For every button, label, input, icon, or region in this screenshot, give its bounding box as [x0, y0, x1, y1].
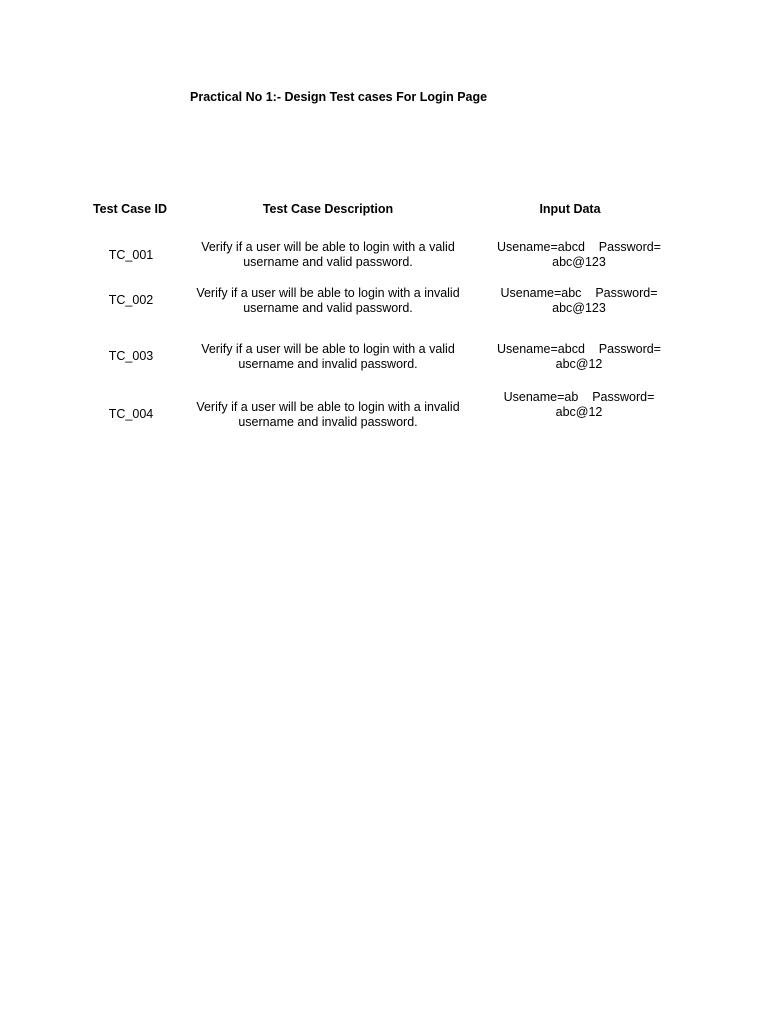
row-1-input — [490, 240, 668, 270]
header-input-data: Input Data — [539, 202, 601, 216]
row-4-desc-line1: Verify if a user will be able to login with a invalid — [196, 400, 460, 414]
header-test-case-id: Test Case ID — [92, 202, 168, 216]
row-2-input — [490, 286, 668, 316]
row-4-input-line1: Usename=ab Password= — [503, 390, 655, 404]
row-3-description — [178, 342, 478, 372]
row-4-input — [490, 390, 668, 420]
row-2-description — [178, 286, 478, 316]
header-test-case-description: Test Case Description — [262, 202, 394, 216]
row-1-id: TC_001 — [108, 248, 154, 262]
row-4-desc-line2: username and invalid password. — [238, 415, 418, 429]
row-3-id: TC_003 — [108, 349, 154, 363]
row-4-description — [178, 400, 478, 430]
row-2-input-line1: Usename=abc Password= — [500, 286, 658, 300]
row-3-input-line2: abc@12 — [555, 357, 603, 371]
row-1-description — [178, 240, 478, 270]
row-1-desc-line2: username and valid password. — [243, 255, 413, 269]
row-3-input — [490, 342, 668, 372]
row-1-input-line2: abc@123 — [552, 255, 606, 269]
row-2-desc-line2: username and valid password. — [243, 301, 413, 315]
row-2-desc-line1: Verify if a user will be able to login with a invalid — [196, 286, 460, 300]
row-3-desc-line2: username and invalid password. — [238, 357, 418, 371]
row-3-desc-line1: Verify if a user will be able to login with a valid — [201, 342, 455, 356]
row-4-id: TC_004 — [108, 407, 154, 421]
row-3-input-line1: Usename=abcd Password= — [497, 342, 661, 356]
row-4-input-line2: abc@12 — [555, 405, 603, 419]
row-2-input-line2: abc@123 — [552, 301, 606, 315]
row-1-input-line1: Usename=abcd Password= — [497, 240, 661, 254]
row-1-desc-line1: Verify if a user will be able to login with a valid — [201, 240, 455, 254]
row-2-id: TC_002 — [108, 293, 154, 307]
page-title: Practical No 1:- Design Test cases For Login Page — [190, 90, 488, 104]
